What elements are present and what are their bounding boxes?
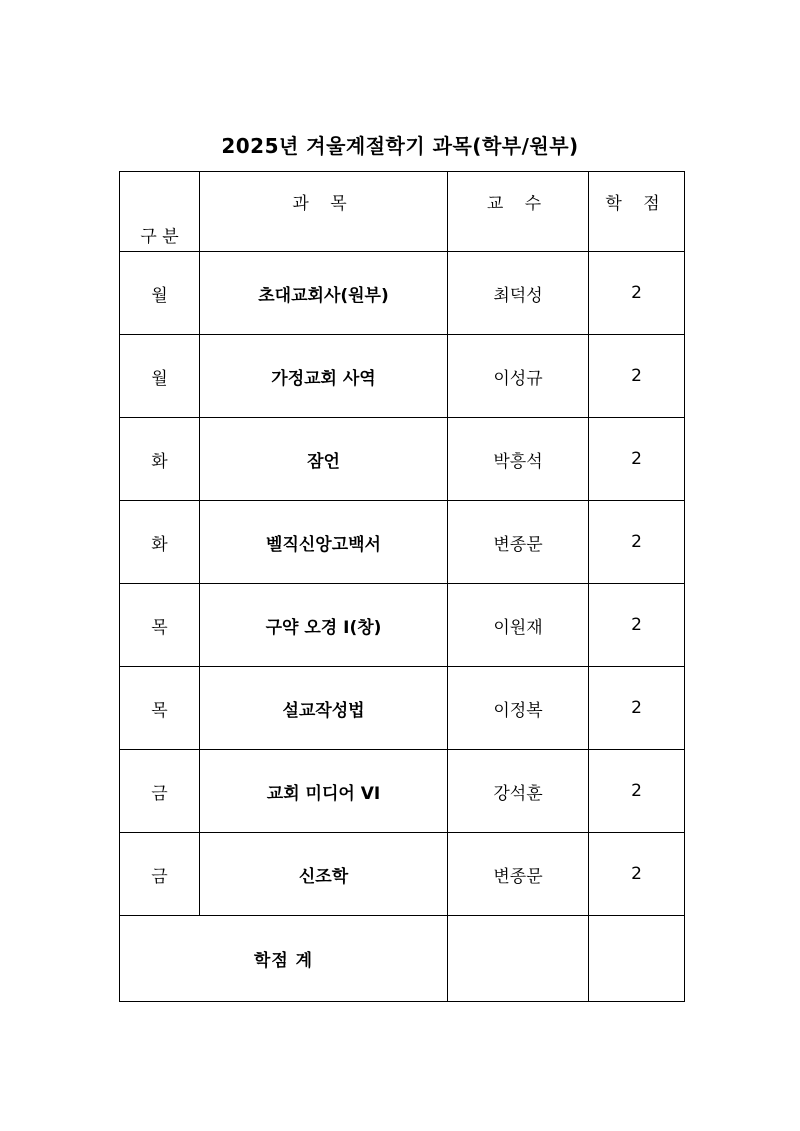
total-label: 학점 계 <box>120 916 448 1002</box>
page-title: 2025년 겨울계절학기 과목(학부/원부) <box>221 134 579 158</box>
cell-subject: 잠언 <box>200 418 448 501</box>
header-day: 구 분 <box>120 172 200 252</box>
cell-credits: 2 <box>589 501 685 584</box>
total-credits-cell <box>589 916 685 1002</box>
table-header-row <box>120 172 685 252</box>
header-subject: 과 목 <box>200 172 448 252</box>
cell-professor: 이성규 <box>448 335 589 418</box>
cell-professor: 이정복 <box>448 667 589 750</box>
total-professor-cell <box>448 916 589 1002</box>
cell-day: 월 <box>120 252 200 335</box>
cell-subject: 초대교회사(원부) <box>200 252 448 335</box>
table-row <box>120 750 685 833</box>
table-row <box>120 335 685 418</box>
cell-professor: 강석훈 <box>448 750 589 833</box>
cell-credits: 2 <box>589 750 685 833</box>
cell-credits: 2 <box>589 833 685 916</box>
table-row <box>120 252 685 335</box>
cell-day: 화 <box>120 501 200 584</box>
cell-credits: 2 <box>589 667 685 750</box>
cell-credits: 2 <box>589 584 685 667</box>
table-row <box>120 667 685 750</box>
cell-subject: 벨직신앙고백서 <box>200 501 448 584</box>
cell-subject: 구약 오경 I(창) <box>200 584 448 667</box>
table-row <box>120 833 685 916</box>
table-row <box>120 584 685 667</box>
cell-day: 목 <box>120 667 200 750</box>
header-credits: 학 점 <box>589 172 685 252</box>
cell-credits: 2 <box>589 418 685 501</box>
course-table <box>119 171 685 1002</box>
cell-credits: 2 <box>589 252 685 335</box>
table-row <box>120 501 685 584</box>
cell-professor: 변종문 <box>448 833 589 916</box>
cell-credits: 2 <box>589 335 685 418</box>
cell-day: 월 <box>120 335 200 418</box>
cell-day: 목 <box>120 584 200 667</box>
cell-professor: 박흥석 <box>448 418 589 501</box>
cell-subject: 설교작성법 <box>200 667 448 750</box>
cell-professor: 최덕성 <box>448 252 589 335</box>
cell-subject: 교회 미디어 VI <box>200 750 448 833</box>
table-row <box>120 418 685 501</box>
cell-subject: 신조학 <box>200 833 448 916</box>
cell-professor: 변종문 <box>448 501 589 584</box>
cell-day: 화 <box>120 418 200 501</box>
header-professor: 교 수 <box>448 172 589 252</box>
cell-day: 금 <box>120 833 200 916</box>
cell-subject: 가정교회 사역 <box>200 335 448 418</box>
cell-professor: 이원재 <box>448 584 589 667</box>
total-row <box>120 916 685 1002</box>
cell-day: 금 <box>120 750 200 833</box>
